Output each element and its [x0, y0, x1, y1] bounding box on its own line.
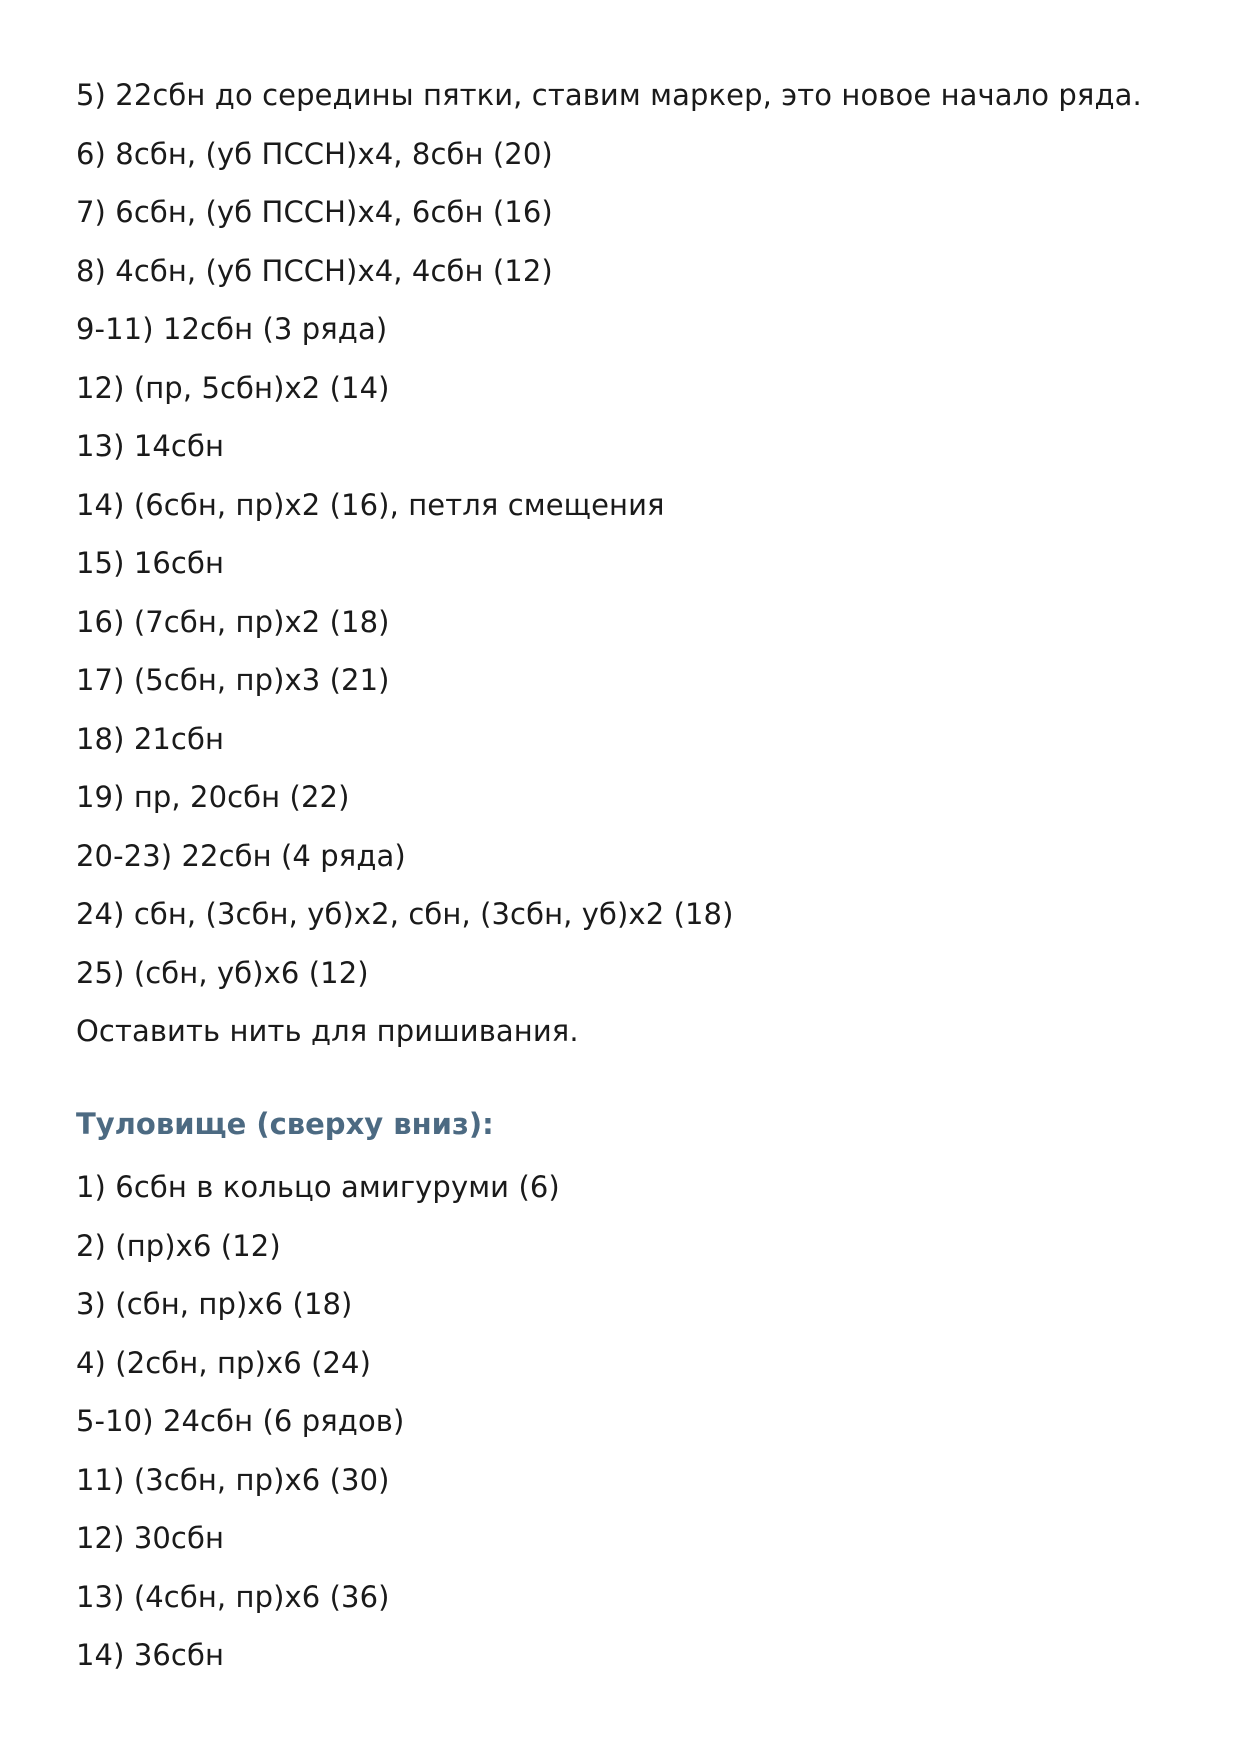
- row-line: 13) (4сбн, пр)х6 (36): [76, 1579, 390, 1614]
- row-line: 11) (3сбн, пр)х6 (30): [76, 1462, 390, 1497]
- row-line: 18) 21сбн: [76, 721, 225, 756]
- row-line: 14) (6сбн, пр)х2 (16), петля смещения: [76, 487, 665, 522]
- row-line: 9-11) 12сбн (3 ряда): [76, 312, 388, 346]
- row-line: 13) 14сбн: [76, 429, 225, 463]
- finishing-note: Оставить нить для пришивания.: [76, 1014, 579, 1048]
- row-line: 5) 22сбн до середины пятки, ставим маркер, это новое начало ряда.: [76, 78, 1142, 112]
- section-heading-body: Туловище (сверху вниз):: [76, 1107, 494, 1141]
- row-line: 5-10) 24сбн (6 рядов): [76, 1404, 405, 1438]
- row-line: 17) (5сбн, пр)х3 (21): [76, 663, 390, 697]
- row-line: 7) 6сбн, (уб ПССН)х4, 6сбн (16): [76, 195, 553, 229]
- row-line: 2) (пр)х6 (12): [76, 1228, 281, 1263]
- row-line: 6) 8сбн, (уб ПССН)х4, 8сбн (20): [76, 136, 553, 171]
- row-line: 14) 36сбн: [76, 1638, 225, 1672]
- row-line: 12) 30сбн: [76, 1521, 225, 1555]
- row-line: 3) (сбн, пр)х6 (18): [76, 1287, 353, 1321]
- row-line: 19) пр, 20сбн (22): [76, 780, 350, 814]
- row-line: 8) 4сбн, (уб ПССН)х4, 4сбн (12): [76, 253, 553, 288]
- row-line: 4) (2сбн, пр)х6 (24): [76, 1345, 372, 1380]
- row-line: 15) 16сбн: [76, 546, 225, 580]
- row-line: 24) сбн, (3сбн, уб)х2, сбн, (3сбн, уб)х2 (18): [76, 897, 734, 931]
- row-line: 12) (пр, 5сбн)х2 (14): [76, 370, 390, 405]
- row-line: 1) 6сбн в кольцо амигуруми (6): [76, 1170, 560, 1204]
- pattern-rows-body: [76, 1158, 1196, 1685]
- row-line: 16) (7сбн, пр)х2 (18): [76, 604, 390, 639]
- row-line: 20-23) 22сбн (4 ряда): [76, 838, 406, 873]
- row-line: 25) (сбн, уб)х6 (12): [76, 955, 369, 990]
- pattern-rows-leg: [76, 66, 1196, 1061]
